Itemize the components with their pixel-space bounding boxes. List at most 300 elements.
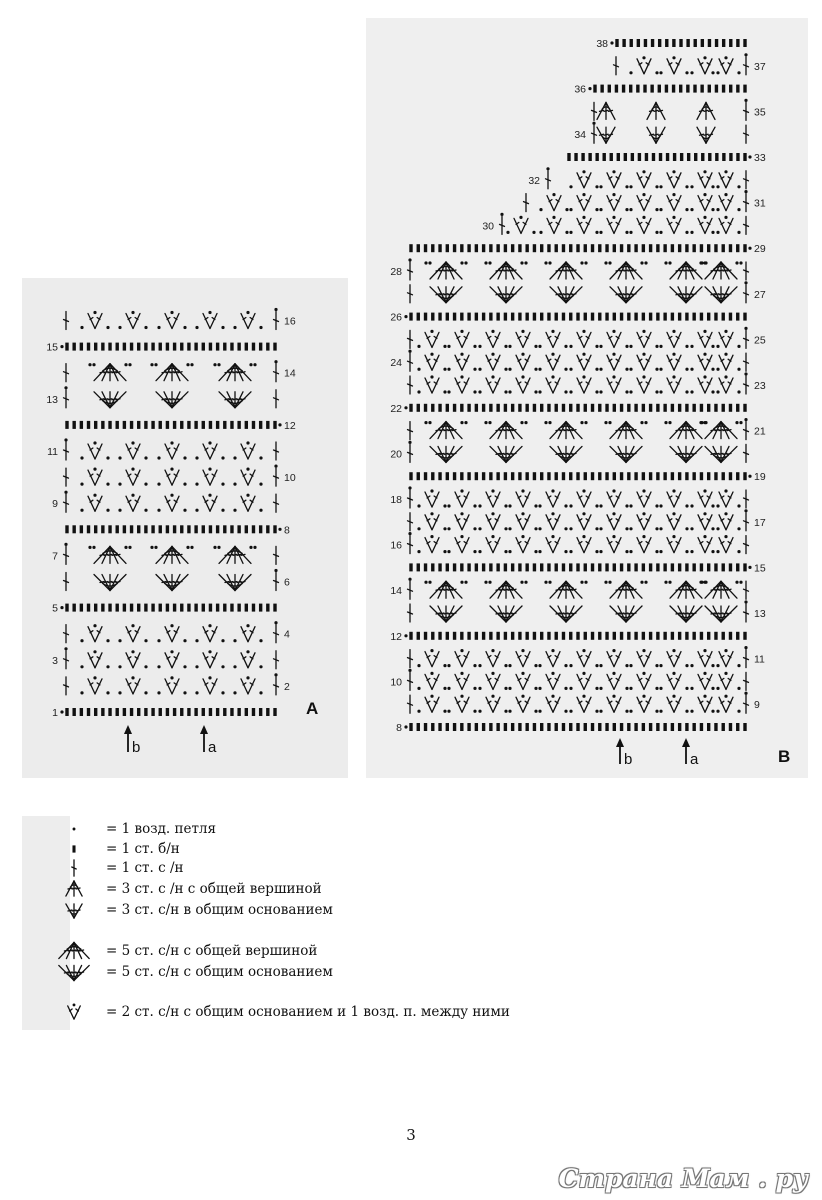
page-number: 3 <box>406 1126 416 1144</box>
sc-symbol <box>266 708 269 716</box>
chain-symbol <box>564 527 567 530</box>
sc-symbol <box>424 632 427 640</box>
dc-symbol <box>744 490 749 508</box>
sc-symbol <box>223 525 226 533</box>
v-symbol <box>719 672 733 690</box>
v-symbol <box>425 489 439 507</box>
v-symbol <box>516 489 530 507</box>
sc-symbol <box>511 404 514 412</box>
chart-row <box>596 38 746 50</box>
sc-symbol <box>180 525 183 533</box>
sc-symbol <box>216 525 219 533</box>
sc-symbol <box>576 472 579 480</box>
v-symbol <box>486 512 500 530</box>
chain-symbol <box>659 710 662 713</box>
sc-symbol <box>685 404 688 412</box>
sc-symbol <box>694 153 697 161</box>
chain-symbol <box>735 261 738 264</box>
sc-symbol <box>187 343 190 351</box>
sc-symbol <box>259 604 262 612</box>
sc-symbol <box>584 563 587 571</box>
dc-symbol <box>274 546 279 564</box>
chain-symbol <box>690 527 693 530</box>
chain-symbol <box>259 483 262 486</box>
sc-symbol <box>467 472 470 480</box>
sc-symbol <box>194 421 197 429</box>
dc-symbol <box>64 677 69 695</box>
sc-symbol <box>722 85 725 93</box>
row-number: 20 <box>390 448 402 461</box>
chain-symbol <box>699 581 702 584</box>
f5down-symbol <box>59 965 89 980</box>
f5down-symbol <box>219 575 251 591</box>
chain-symbol <box>478 345 481 348</box>
chain-symbol <box>737 710 740 713</box>
chart-row <box>390 486 748 508</box>
row-number: 24 <box>390 357 402 370</box>
f3up-symbol <box>647 102 665 119</box>
chain-symbol <box>183 483 186 486</box>
sc-symbol <box>547 632 550 640</box>
dc-symbol <box>744 125 749 143</box>
sc-symbol <box>685 244 688 252</box>
chain-symbol <box>655 390 658 393</box>
chain-symbol <box>118 509 121 512</box>
f5up-symbol <box>550 422 582 439</box>
chain-symbol <box>144 691 147 694</box>
dc-symbol <box>592 125 597 143</box>
chain-symbol <box>259 691 262 694</box>
chain-symbol <box>668 261 671 264</box>
chain-symbol <box>278 528 281 531</box>
sc-symbol <box>672 85 675 93</box>
chain-symbol <box>92 546 95 549</box>
chain-symbol <box>629 504 632 507</box>
sc-symbol <box>475 404 478 412</box>
chain-symbol <box>534 710 537 713</box>
sc-symbol <box>446 563 449 571</box>
sc-symbol <box>736 632 739 640</box>
chain-symbol <box>233 639 236 642</box>
dc-symbol <box>64 573 69 591</box>
sc-symbol <box>94 421 97 429</box>
chain-symbol <box>195 456 198 459</box>
chain-symbol <box>259 509 262 512</box>
sc-symbol <box>714 313 717 321</box>
sc-symbol <box>708 153 711 161</box>
chain-symbol <box>128 363 131 366</box>
sc-symbol <box>202 421 205 429</box>
chain-symbol <box>629 345 632 348</box>
f5down-symbol <box>670 446 702 462</box>
chain-symbol <box>64 438 67 441</box>
v-symbol <box>547 193 561 211</box>
sc-symbol <box>180 604 183 612</box>
sc-symbol <box>656 632 659 640</box>
sc-symbol <box>409 632 412 640</box>
sc-symbol <box>511 632 514 640</box>
chain-symbol <box>144 326 147 329</box>
chain-symbol <box>404 406 407 409</box>
sc-symbol <box>620 632 623 640</box>
sc-symbol <box>613 404 616 412</box>
v-symbol <box>126 494 140 512</box>
chain-symbol <box>443 390 446 393</box>
v-symbol <box>241 441 255 459</box>
row-number: 17 <box>754 516 766 529</box>
chain-symbol <box>569 687 572 690</box>
dc-symbol <box>408 285 413 303</box>
sc-symbol <box>453 404 456 412</box>
sc-symbol <box>714 404 717 412</box>
dc-symbol <box>592 102 597 120</box>
sc-symbol <box>194 525 197 533</box>
sc-symbol <box>525 313 528 321</box>
row-number: 28 <box>390 266 402 278</box>
dc-symbol <box>524 194 529 212</box>
sc-symbol <box>237 343 240 351</box>
sc-symbol <box>489 472 492 480</box>
chain-symbol <box>484 421 487 424</box>
dc-symbol <box>744 262 749 280</box>
sc-symbol <box>562 313 565 321</box>
dc-symbol <box>408 262 413 280</box>
legend-text: = 1 ст. с /н <box>106 860 184 876</box>
chain-symbol <box>569 710 572 713</box>
chain-symbol <box>274 465 277 468</box>
v-symbol <box>607 535 621 553</box>
f5up-symbol <box>156 364 188 381</box>
f5down-symbol <box>610 446 642 462</box>
chain-symbol <box>64 543 67 546</box>
f5up-symbol <box>430 262 462 279</box>
chain-symbol <box>744 99 747 102</box>
sc-symbol <box>736 85 739 93</box>
v-symbol <box>88 650 102 668</box>
sc-symbol <box>209 421 212 429</box>
legend-text: = 5 ст. с/н с общим основанием <box>106 964 333 980</box>
sc-symbol <box>656 313 659 321</box>
chain-symbol <box>443 527 446 530</box>
sc-symbol <box>743 153 746 161</box>
f3down-symbol <box>66 904 82 918</box>
chain-symbol <box>253 546 256 549</box>
chain-symbol <box>417 664 420 667</box>
chain-symbol <box>508 390 511 393</box>
sc-symbol <box>259 708 262 716</box>
chain-symbol <box>668 581 671 584</box>
sc-symbol <box>694 39 697 47</box>
sc-symbol <box>685 472 688 480</box>
sc-symbol <box>101 421 104 429</box>
chain-symbol <box>428 581 431 584</box>
sc-symbol <box>678 632 681 640</box>
v-symbol <box>546 695 560 713</box>
sc-symbol <box>489 632 492 640</box>
sc-symbol <box>151 708 154 716</box>
chain-symbol <box>716 71 719 74</box>
chain-symbol <box>195 483 198 486</box>
chain-symbol <box>447 368 450 371</box>
sc-symbol <box>608 85 611 93</box>
chain-symbol <box>711 345 714 348</box>
v-symbol <box>126 624 140 642</box>
sc-symbol <box>627 563 630 571</box>
sc-symbol <box>743 39 746 47</box>
sc-symbol <box>130 421 133 429</box>
dc-symbol <box>744 422 749 440</box>
sc-symbol <box>108 525 111 533</box>
sc-symbol <box>438 632 441 640</box>
dc-symbol <box>408 536 413 554</box>
sc-symbol <box>467 244 470 252</box>
chain-symbol <box>748 247 751 250</box>
chain-symbol <box>564 390 567 393</box>
sc-symbol <box>576 313 579 321</box>
v-symbol <box>698 535 712 553</box>
chain-symbol <box>504 664 507 667</box>
sc-symbol <box>533 723 536 731</box>
sc-symbol <box>729 244 732 252</box>
sc-symbol <box>576 404 579 412</box>
v-symbol <box>637 353 651 371</box>
sc-symbol <box>708 85 711 93</box>
sc-symbol <box>671 723 674 731</box>
chart-row <box>390 403 746 415</box>
sc-symbol <box>620 313 623 321</box>
chain-symbol <box>564 368 567 371</box>
v-symbol <box>719 649 733 667</box>
chain-symbol <box>569 527 572 530</box>
v-symbol <box>667 535 681 553</box>
chain-symbol <box>599 390 602 393</box>
chain-symbol <box>655 71 658 74</box>
chain-symbol <box>629 527 632 530</box>
chain-symbol <box>417 390 420 393</box>
sc-symbol <box>627 632 630 640</box>
chain-symbol <box>716 368 719 371</box>
chain-symbol <box>504 687 507 690</box>
chart-row <box>408 600 766 622</box>
v-symbol <box>516 695 530 713</box>
sc-symbol <box>223 421 226 429</box>
chain-symbol <box>478 368 481 371</box>
sc-symbol <box>707 404 710 412</box>
chain-symbol <box>685 687 688 690</box>
v-symbol <box>698 489 712 507</box>
chain-symbol <box>735 421 738 424</box>
row-number: 8 <box>284 524 290 537</box>
chain-symbol <box>625 710 628 713</box>
chain-symbol <box>595 185 598 188</box>
sc-symbol <box>123 525 126 533</box>
v-symbol <box>203 311 217 329</box>
chain-symbol <box>655 208 658 211</box>
v-symbol <box>719 353 733 371</box>
sc-symbol <box>656 563 659 571</box>
sc-symbol <box>722 632 725 640</box>
sc-symbol <box>665 39 668 47</box>
chain-symbol <box>625 687 628 690</box>
dc-symbol <box>408 490 413 508</box>
f3up-symbol <box>697 102 715 119</box>
v-symbol <box>514 216 528 234</box>
sc-symbol <box>617 153 620 161</box>
chart-row <box>52 707 277 719</box>
sc-symbol <box>569 723 572 731</box>
chain-symbol <box>546 167 549 170</box>
sc-symbol <box>72 845 75 852</box>
sc-symbol <box>482 472 485 480</box>
chain-symbol <box>144 509 147 512</box>
chart-row <box>390 258 748 280</box>
sc-symbol <box>620 563 623 571</box>
sc-symbol <box>431 723 434 731</box>
sc-symbol <box>518 244 521 252</box>
sc-symbol <box>216 708 219 716</box>
v-symbol <box>516 375 530 393</box>
sc-symbol <box>692 313 695 321</box>
row-number: 3 <box>52 654 58 667</box>
sc-symbol <box>417 244 420 252</box>
chain-symbol <box>404 315 407 318</box>
sc-symbol <box>72 708 75 716</box>
chart-b-panel <box>366 18 808 778</box>
chain-symbol <box>106 326 109 329</box>
chain-symbol <box>655 185 658 188</box>
chain-symbol <box>538 504 541 507</box>
sc-symbol <box>460 404 463 412</box>
v-symbol <box>486 375 500 393</box>
sc-symbol <box>252 708 255 716</box>
sc-symbol <box>80 421 83 429</box>
sc-symbol <box>123 343 126 351</box>
f5down-symbol <box>705 287 737 303</box>
sc-symbol <box>446 723 449 731</box>
row-number: 33 <box>754 152 766 164</box>
sc-symbol <box>700 313 703 321</box>
sc-symbol <box>252 604 255 612</box>
chain-symbol <box>154 363 157 366</box>
sc-symbol <box>707 472 710 480</box>
sc-symbol <box>409 404 412 412</box>
chain-symbol <box>504 504 507 507</box>
v-symbol <box>667 56 681 74</box>
chain-symbol <box>655 345 658 348</box>
sc-symbol <box>159 708 162 716</box>
sc-symbol <box>555 563 558 571</box>
sc-symbol <box>87 343 90 351</box>
sc-symbol <box>743 563 746 571</box>
chain-symbol <box>408 258 411 261</box>
f5up-symbol <box>156 546 188 563</box>
sc-symbol <box>417 472 420 480</box>
dc-symbol <box>274 573 279 591</box>
chain-symbol <box>625 208 628 211</box>
chain-symbol <box>699 261 702 264</box>
f5up-symbol <box>610 422 642 439</box>
sc-symbol <box>671 563 674 571</box>
sc-symbol <box>547 472 550 480</box>
sc-symbol <box>453 472 456 480</box>
sc-symbol <box>194 708 197 716</box>
chain-symbol <box>739 261 742 264</box>
chain-symbol <box>504 390 507 393</box>
sc-symbol <box>116 343 119 351</box>
chain-symbol <box>408 532 411 535</box>
v-symbol <box>577 193 591 211</box>
chain-symbol <box>464 581 467 584</box>
chain-symbol <box>221 639 224 642</box>
sc-symbol <box>555 472 558 480</box>
chain-symbol <box>473 664 476 667</box>
sc-symbol <box>540 632 543 640</box>
chain-symbol <box>186 546 189 549</box>
dc-symbol <box>744 695 749 713</box>
sc-symbol <box>576 632 579 640</box>
chain-symbol <box>106 456 109 459</box>
chart-row <box>64 308 296 330</box>
sc-symbol <box>453 244 456 252</box>
start-arrow <box>682 738 699 768</box>
chain-symbol <box>460 261 463 264</box>
sc-symbol <box>663 723 666 731</box>
sc-symbol <box>65 343 68 351</box>
sc-symbol <box>101 604 104 612</box>
v-symbol <box>203 494 217 512</box>
chain-symbol <box>690 710 693 713</box>
legend-f3down-icon <box>22 900 102 924</box>
sc-symbol <box>620 244 623 252</box>
v-symbol <box>241 494 255 512</box>
chain-symbol <box>544 261 547 264</box>
sc-symbol <box>627 244 630 252</box>
sc-symbol <box>144 343 147 351</box>
v-symbol <box>546 353 560 371</box>
chain-symbol <box>644 261 647 264</box>
v-symbol <box>607 170 621 188</box>
chain-symbol <box>739 421 742 424</box>
sc-symbol <box>584 723 587 731</box>
v-symbol <box>637 56 651 74</box>
chain-symbol <box>80 483 83 486</box>
sc-symbol <box>417 563 420 571</box>
sc-symbol <box>438 313 441 321</box>
chain-symbol <box>703 581 706 584</box>
chain-symbol <box>539 231 542 234</box>
chain-symbol <box>488 261 491 264</box>
sc-symbol <box>533 313 536 321</box>
chain-symbol <box>690 664 693 667</box>
sc-symbol <box>642 563 645 571</box>
sc-symbol <box>166 525 169 533</box>
sc-symbol <box>540 244 543 252</box>
sc-symbol <box>116 525 119 533</box>
dc-symbol <box>744 57 749 75</box>
sc-symbol <box>489 244 492 252</box>
f5down-symbol <box>490 606 522 622</box>
sc-symbol <box>722 244 725 252</box>
sc-symbol <box>482 404 485 412</box>
chain-symbol <box>659 527 662 530</box>
sc-symbol <box>605 563 608 571</box>
chain-symbol <box>447 345 450 348</box>
row-number: 23 <box>754 380 766 392</box>
dc-symbol <box>744 604 749 622</box>
chain-symbol <box>428 421 431 424</box>
sc-symbol <box>237 421 240 429</box>
v-symbol <box>577 535 591 553</box>
